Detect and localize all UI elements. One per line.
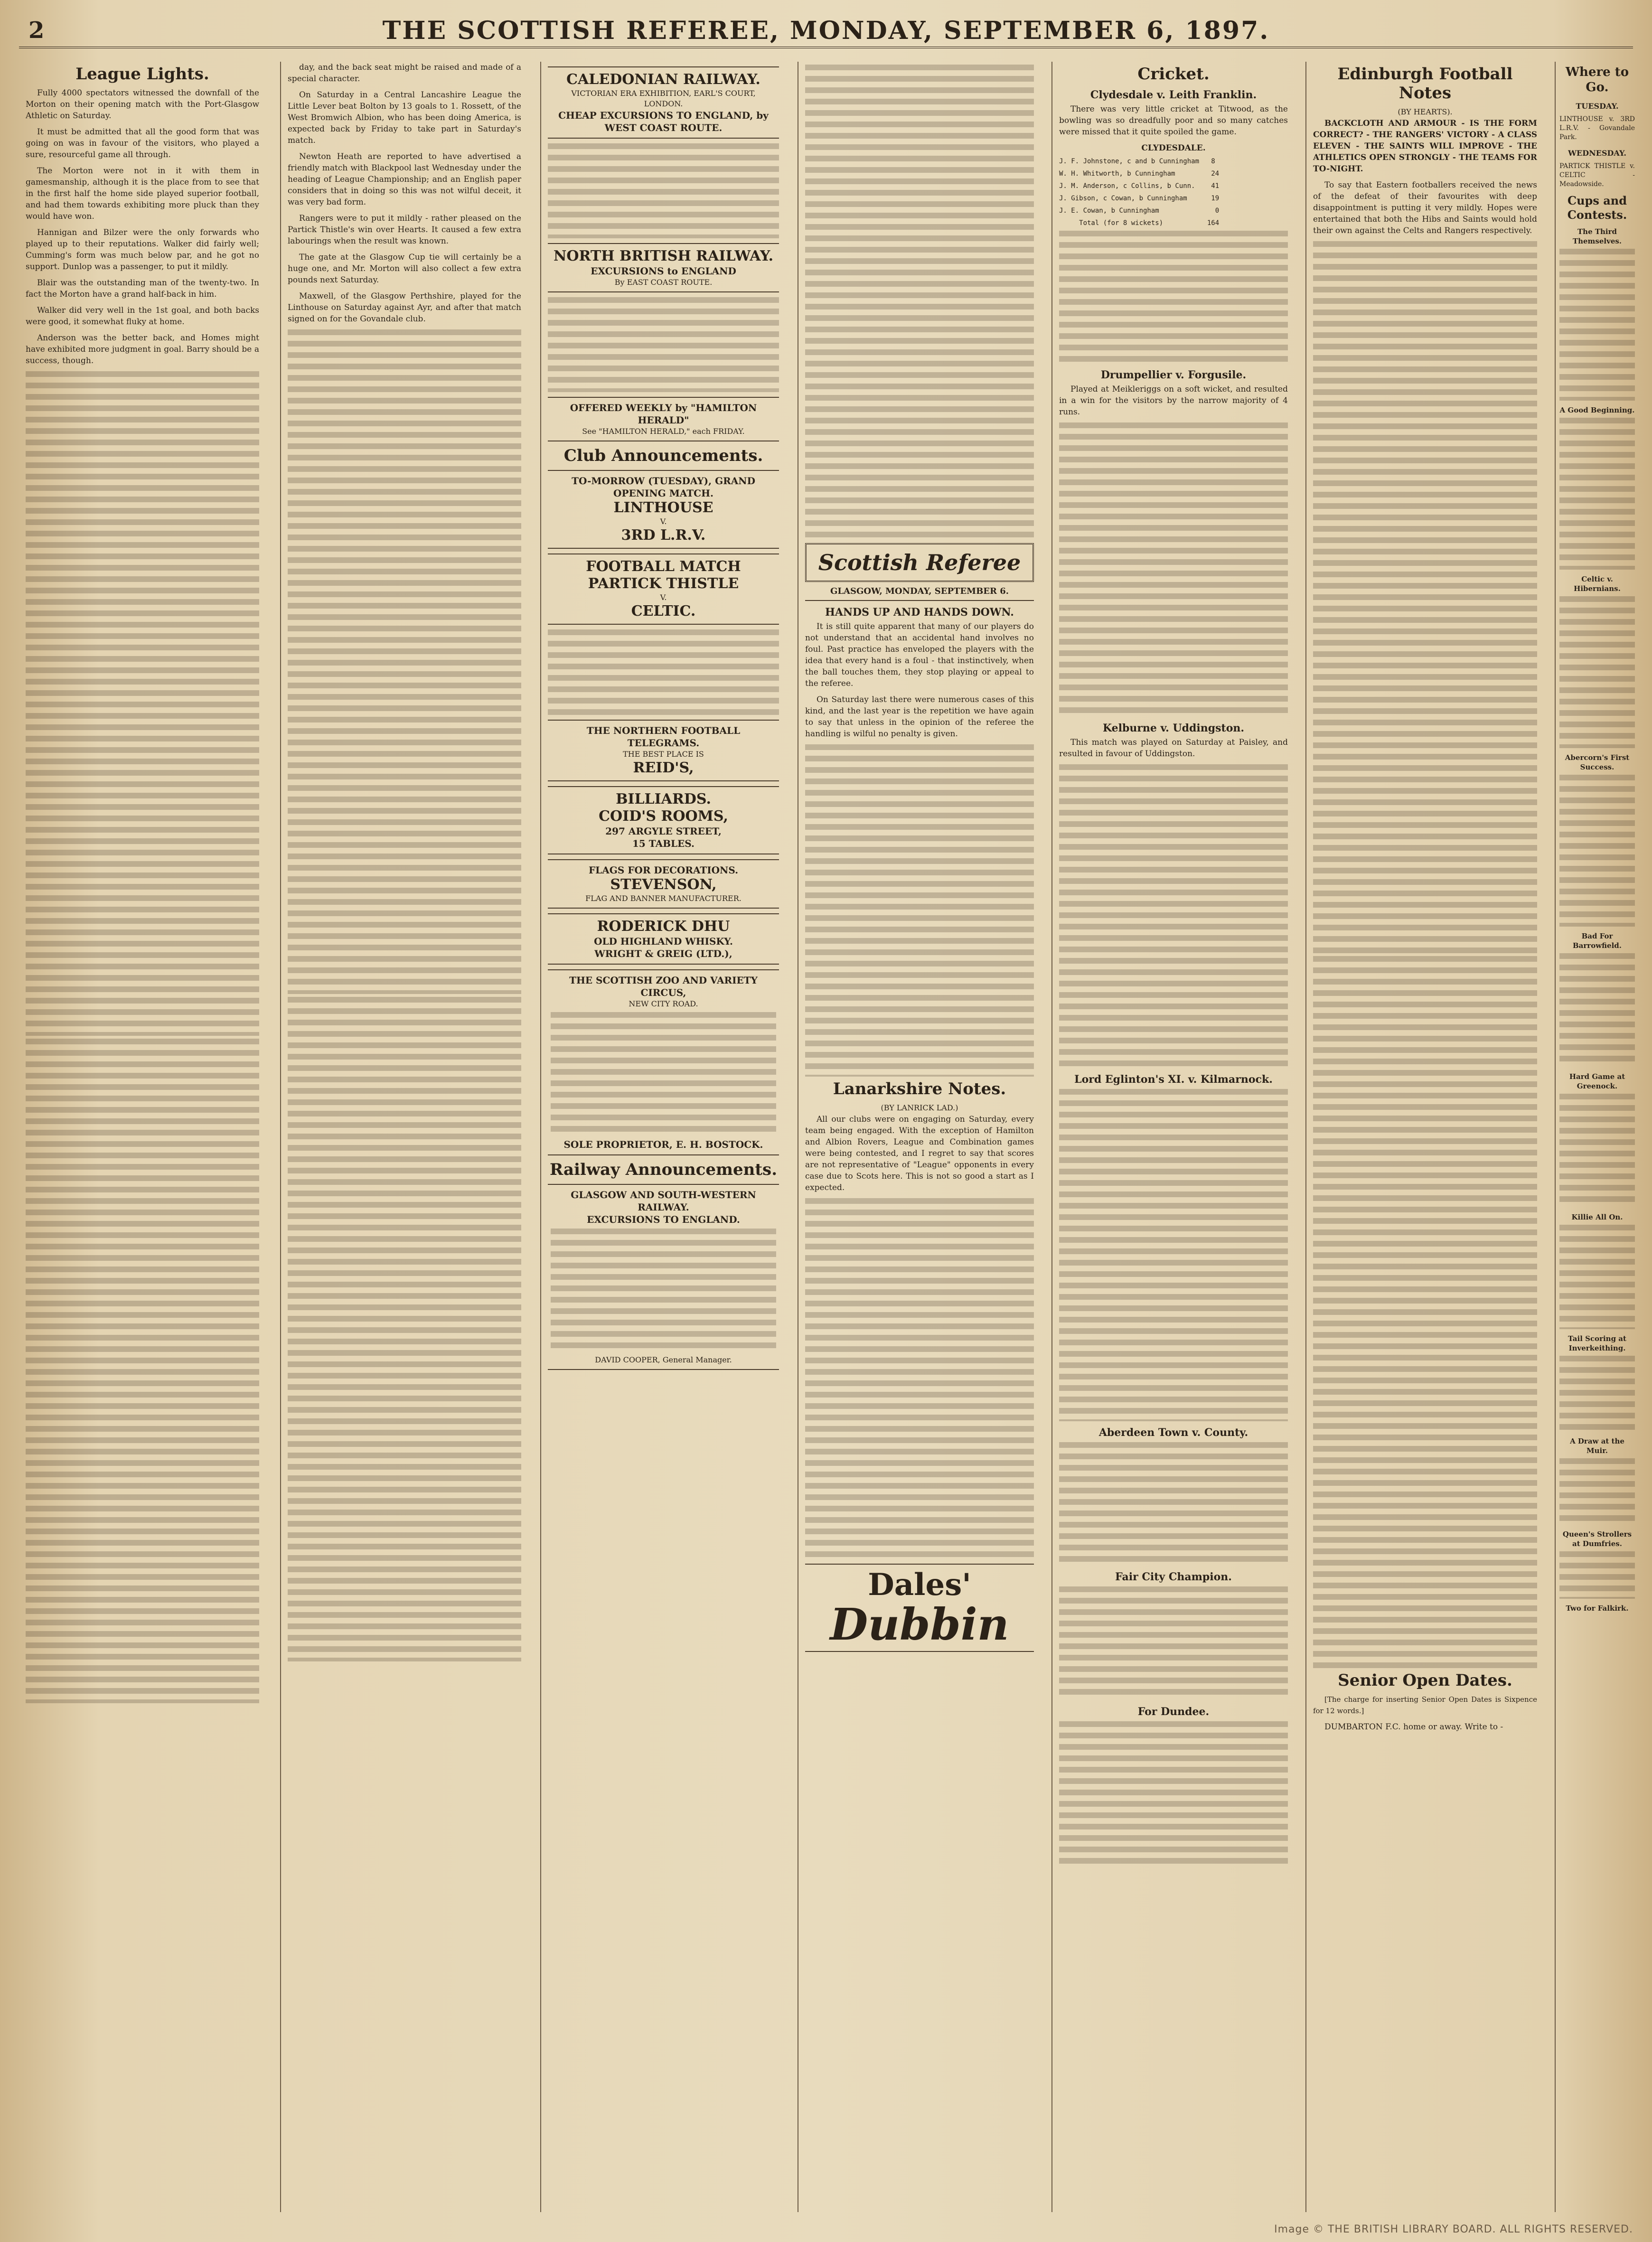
column-5-cricket: [1051, 62, 1295, 2212]
report-subheading: Killie All On.: [1571, 1213, 1623, 1221]
north-british-railway-ad: [548, 243, 779, 292]
ad-line: DAVID COOPER, General Manager.: [595, 1355, 732, 1364]
article-paragraph: day, and the back seat might be raised and made of a special character.: [288, 63, 521, 84]
scottish-referee-flag: Scottish Referee: [805, 543, 1034, 582]
column-7-where-to-go: [1555, 62, 1639, 2212]
linthouse-match-ad: [548, 470, 779, 549]
article-paragraph: Maxwell, of the Glasgow Perthshire, played for the Linthouse on Saturday against Ayr, and after that match signed on for the Govandale club.: [288, 291, 521, 324]
article-summary: BACKCLOTH AND ARMOUR - IS THE FORM CORRECT? - THE RANGERS' VICTORY - A CLASS ELEVEN - THE SAINTS WILL IMPROVE - THE ATHLETICS OPEN STRONGLY - THE TEAMS FOR TO-NIGHT.: [1313, 119, 1537, 174]
ad-line: FLAG AND BANNER MANUFACTURER.: [585, 894, 742, 903]
column-2: [280, 62, 528, 2212]
newspaper-title: THE SCOTTISH REFEREE, MONDAY, SEPTEMBER 6, 1897.: [382, 16, 1270, 45]
whisky-ad: [548, 913, 779, 965]
scorecard-line: Total (for 8 wickets) 164: [1059, 219, 1220, 227]
article-paragraph: It must be admitted that all the good form that was going on was in favour of the visitors, who played a sure, resourceful game all through.: [26, 127, 259, 159]
gsw-railway-ad: [548, 1184, 779, 1370]
hamilton-herald-ad: [548, 397, 779, 441]
column-text-block: [1059, 231, 1288, 364]
article-paragraph: Newton Heath are reported to have advertised a friendly match with Blackpool last Wednesday under the heading of League Championship; and an English paper considers that in doing so this was not wilful deceit, it was very bad form.: [288, 152, 521, 207]
column-text-block: [1059, 422, 1288, 717]
scorecard-line: J. F. Johnstone, c and b Cunningham 8: [1059, 158, 1215, 165]
column-text-block: [1559, 418, 1635, 570]
column-text-block: [805, 1198, 1034, 1559]
match-subheading: Aberdeen Town v. County.: [1098, 1426, 1248, 1439]
article-paragraph: To say that Eastern footballers received the news of the defeat of their favourites with deep disappointment is putting it very mildly. Hopes were entertained that both the Hibs and Saints would hold their own against the Celts and Rangers respectively.: [1313, 180, 1537, 235]
dales-dubbin-ad: [805, 1564, 1034, 1652]
club-announcements-heading: Club Announcements.: [563, 446, 763, 465]
billiards-ad: [548, 786, 779, 854]
ad-line: REID'S,: [633, 760, 694, 776]
open-date-entry: DUMBARTON F.C. home or away. Write to -: [1324, 1722, 1503, 1732]
ad-title: THE NORTHERN FOOTBALL TELEGRAMS.: [586, 725, 741, 749]
leader-paragraph: It is still quite apparent that many of our players do not understand that an accidental hand involves no foul. Past practice has enveloped the players with the idea that every hand is a foul - that instinctively, when the ball touches them, they stop playing or appeal to the referee.: [805, 622, 1034, 688]
column-text-block: [805, 65, 1034, 539]
ad-title: RODERICK DHU: [597, 918, 730, 935]
column-text-block: [1559, 596, 1635, 748]
column-3-advertisements: [540, 62, 786, 2212]
column-text-block: [1059, 1721, 1288, 1864]
column-text-block: [1559, 1551, 1635, 1599]
leader-paragraph: On Saturday last there were numerous cases of this kind, and the last year is the repetition we have again to say that unless in the opinion of the referee the handling is wilful no penalty is given.: [805, 695, 1034, 739]
ad-line: By EAST COAST ROUTE.: [614, 278, 713, 287]
image-credit: Image © THE BRITISH LIBRARY BOARD. ALL RIGHTS RESERVED.: [1274, 2223, 1633, 2235]
ad-text-block: [551, 1229, 776, 1352]
article-paragraph: Anderson was the better back, and Homes might have exhibited more judgment in goal. Barry should be a success, though.: [26, 333, 259, 366]
fixture: PARTICK THISTLE v. CELTIC - Meadowside.: [1559, 162, 1635, 188]
column-text-block: [26, 1039, 259, 1703]
senior-open-dates-heading: Senior Open Dates.: [1338, 1671, 1512, 1690]
league-lights-heading: League Lights.: [75, 65, 209, 84]
article-paragraph: Played at Meikleriggs on a soft wicket, and resulted in a win for the visitors by the narrow majority of 4 runs.: [1059, 385, 1288, 417]
report-subheading: Celtic v. Hibernians.: [1574, 575, 1621, 593]
ad-line: WRIGHT & GREIG (LTD.),: [594, 948, 732, 959]
ad-title: THE SCOTTISH ZOO AND VARIETY CIRCUS,: [569, 975, 758, 998]
column-text-block: [26, 371, 259, 1036]
article-paragraph: The Morton were not in it with them in gamesmanship, although it is the place from to see that in the first half the home side played superior football, and had them towards exhibiting more pluck than they would have won.: [26, 166, 259, 221]
zoo-circus-ad: [548, 969, 779, 1155]
column-text-block: [1559, 1458, 1635, 1525]
ad-line: V.: [660, 593, 667, 602]
report-subheading: Queen's Strollers at Dumfries.: [1562, 1530, 1632, 1548]
ad-text-block: [551, 1012, 776, 1135]
day-heading: WEDNESDAY.: [1568, 149, 1626, 158]
column-text-block: [1559, 1225, 1635, 1329]
ad-line: THE BEST PLACE IS: [623, 750, 704, 759]
match-subheading: Fair City Champion.: [1115, 1571, 1232, 1583]
column-text-block: [288, 997, 521, 1661]
article-paragraph: There was very little cricket at Titwood, as the bowling was so dreadfully poor and so many catches were missed that it quite spoiled the game.: [1059, 104, 1288, 137]
scorecard-line: J. E. Cowan, b Cunningham 0: [1059, 207, 1220, 215]
ad-line: STEVENSON,: [610, 876, 717, 893]
column-text-block: [805, 744, 1034, 1077]
column-text-block: [1313, 956, 1537, 1668]
column-text-block: [1559, 1094, 1635, 1208]
report-subheading: A Good Beginning.: [1559, 406, 1635, 414]
column-text-block: [1059, 1586, 1288, 1700]
article-paragraph: Fully 4000 spectators witnessed the downfall of the Morton on their opening match with the Port-Glasgow Athletic on Saturday.: [26, 88, 259, 121]
flags-ad: [548, 859, 779, 909]
ad-line: VICTORIAN ERA EXHIBITION, EARL'S COURT, LONDON.: [571, 89, 756, 108]
ad-title: NORTH BRITISH RAILWAY.: [553, 248, 774, 264]
senior-note: [The charge for inserting Senior Open Dates is Sixpence for 12 words.]: [1313, 1695, 1537, 1715]
column-4-editorial: [798, 62, 1041, 2212]
ad-line: PARTICK THISTLE: [588, 575, 739, 592]
cups-heading: Cups and Contests.: [1567, 194, 1627, 222]
caledonian-railway-ad: [548, 66, 779, 139]
article-paragraph: Walker did very well in the 1st goal, and both backs were good, it somewhat fluky at home.: [26, 306, 259, 327]
scorecard-line: J. Gibson, c Cowan, b Cunningham 19: [1059, 195, 1220, 202]
report-subheading: Hard Game at Greenock.: [1569, 1072, 1625, 1090]
column-6-edinburgh-notes: [1305, 62, 1544, 2212]
article-paragraph: Rangers were to put it mildly - rather pleased on the Partick Thistle's win over Hearts. It caused a few extra labourings when the result was known.: [288, 214, 521, 246]
article-paragraph: All our clubs were on engaging on Saturday, every team being engaged. With the exception of Hamilton and Albion Rovers, League and Combination games were being contested, and I regret to say that scores are not representative of "League" opponents in every case due to Scots here. This is not so good a start as I expected.: [805, 1115, 1034, 1192]
where-to-go-heading: Where to Go.: [1565, 65, 1629, 94]
match-subheading: Kelburne v. Uddingston.: [1102, 722, 1245, 734]
match-subheading: Lord Eglinton's XI. v. Kilmarnock.: [1074, 1073, 1273, 1086]
column-text-block: [1059, 1442, 1288, 1566]
ad-line: SOLE PROPRIETOR, E. H. BOSTOCK.: [563, 1139, 763, 1150]
column-text-block: [1313, 241, 1537, 953]
article-paragraph: The gate at the Glasgow Cup tie will certainly be a huge one, and Mr. Morton will also collect a few extra pounds next Saturday.: [288, 253, 521, 285]
column-text-block: [1559, 775, 1635, 927]
railway-announcements-heading: Railway Announcements.: [549, 1160, 778, 1179]
report-subheading: Bad For Barrowfield.: [1573, 932, 1622, 950]
ad-title: CALEDONIAN RAILWAY.: [566, 71, 760, 88]
ad-title: TO-MORROW (TUESDAY), GRAND OPENING MATCH.: [572, 475, 755, 499]
lanarkshire-notes-heading: Lanarkshire Notes.: [833, 1079, 1006, 1098]
report-subheading: The Third Themselves.: [1572, 227, 1622, 245]
ad-title: FLAGS FOR DECORATIONS.: [588, 864, 739, 876]
ad-text-block: [548, 297, 779, 392]
ad-title: BILLIARDS.: [616, 791, 711, 807]
report-subheading: Abercorn's First Success.: [1565, 753, 1630, 771]
ad-text-block: [548, 143, 779, 238]
article-paragraph: This match was played on Saturday at Paisley, and resulted in favour of Uddingston.: [1059, 738, 1288, 759]
edinburgh-notes-heading: Edinburgh Football Notes: [1337, 65, 1513, 103]
report-subheading: Tail Scoring at Inverkeithing.: [1568, 1334, 1626, 1352]
match-subheading: Drumpellier v. Forgusile.: [1100, 369, 1247, 381]
ad-line: EXCURSIONS TO ENGLAND.: [587, 1214, 740, 1225]
day-heading: TUESDAY.: [1576, 102, 1619, 111]
ad-title: FOOTBALL MATCH: [586, 558, 741, 575]
match-subheading: For Dundee.: [1137, 1706, 1210, 1718]
column-text-block: [1059, 1089, 1288, 1421]
ad-line: NEW CITY ROAD.: [629, 999, 698, 1008]
ad-line: V.: [660, 517, 667, 526]
ad-line: COID'S ROOMS,: [599, 808, 728, 825]
scorecard-line: W. H. Whitworth, b Cunningham 24: [1059, 170, 1220, 178]
article-paragraph: On Saturday in a Central Lancashire League the Little Lever beat Bolton by 13 goals to 1. Rossett, of the West Bromwich Albion, who has been doing America, is expected back by Friday to take part in Saturday's match.: [288, 90, 521, 145]
masthead: [19, 13, 1633, 48]
scorecard-line: J. M. Anderson, c Collins, b Cunn. 41: [1059, 182, 1220, 190]
leader-heading: HANDS UP AND HANDS DOWN.: [825, 606, 1014, 619]
column-text-block: [1559, 249, 1635, 401]
cricket-heading: Cricket.: [1137, 65, 1210, 84]
byline: (BY LANRICK LAD.): [881, 1103, 958, 1112]
dateline: GLASGOW, MONDAY, SEPTEMBER 6.: [805, 586, 1034, 601]
column-text-block: [1559, 1356, 1635, 1432]
page-number: 2: [28, 17, 45, 44]
ad-line: LINTHOUSE: [613, 499, 713, 516]
scorecard-title: CLYDESDALE.: [1141, 143, 1206, 153]
ad-title: OFFERED WEEKLY by "HAMILTON HERALD": [570, 402, 757, 426]
ad-line: 297 ARGYLE STREET,: [605, 826, 722, 837]
dubbin-brand: Dubbin: [830, 1599, 1009, 1650]
ad-text-block: [548, 629, 779, 715]
fixture: LINTHOUSE v. 3RD L.R.V. - Govandale Park.: [1559, 115, 1635, 141]
ad-line: See "HAMILTON HERALD," each FRIDAY.: [582, 427, 745, 436]
ad-line: CELTIC.: [631, 603, 696, 619]
column-text-block: [1059, 764, 1288, 1068]
ad-title: GLASGOW AND SOUTH-WESTERN RAILWAY.: [571, 1189, 756, 1213]
byline: (BY HEARTS).: [1398, 107, 1453, 116]
football-match-ad: [548, 553, 779, 625]
article-paragraph: Hannigan and Bilzer were the only forwards who played up to their reputations. Walker did fairly well; Cumming's form was much below par, and he got no support. Dunlop was a passenger, to put it mildly.: [26, 228, 259, 272]
ad-line: 3RD L.R.V.: [621, 527, 706, 544]
report-subheading: A Draw at the Muir.: [1570, 1437, 1624, 1455]
column-1: [19, 62, 266, 2212]
column-text-block: [288, 329, 521, 994]
ad-line: 15 TABLES.: [632, 838, 695, 849]
column-text-block: [1559, 953, 1635, 1067]
ad-line: EXCURSIONS to ENGLAND: [591, 265, 736, 277]
report-subheading: Two for Falkirk.: [1566, 1604, 1629, 1613]
ad-line: CHEAP EXCURSIONS TO ENGLAND, by WEST COAST ROUTE.: [558, 110, 769, 133]
ad-line: OLD HIGHLAND WHISKY.: [594, 936, 733, 947]
article-paragraph: Blair was the outstanding man of the twenty-two. In fact the Morton have a grand half-back in him.: [26, 278, 259, 299]
telegrams-ad: [548, 720, 779, 781]
dales-brand: Dales': [868, 1567, 971, 1603]
match-subheading: Clydesdale v. Leith Franklin.: [1090, 89, 1257, 101]
